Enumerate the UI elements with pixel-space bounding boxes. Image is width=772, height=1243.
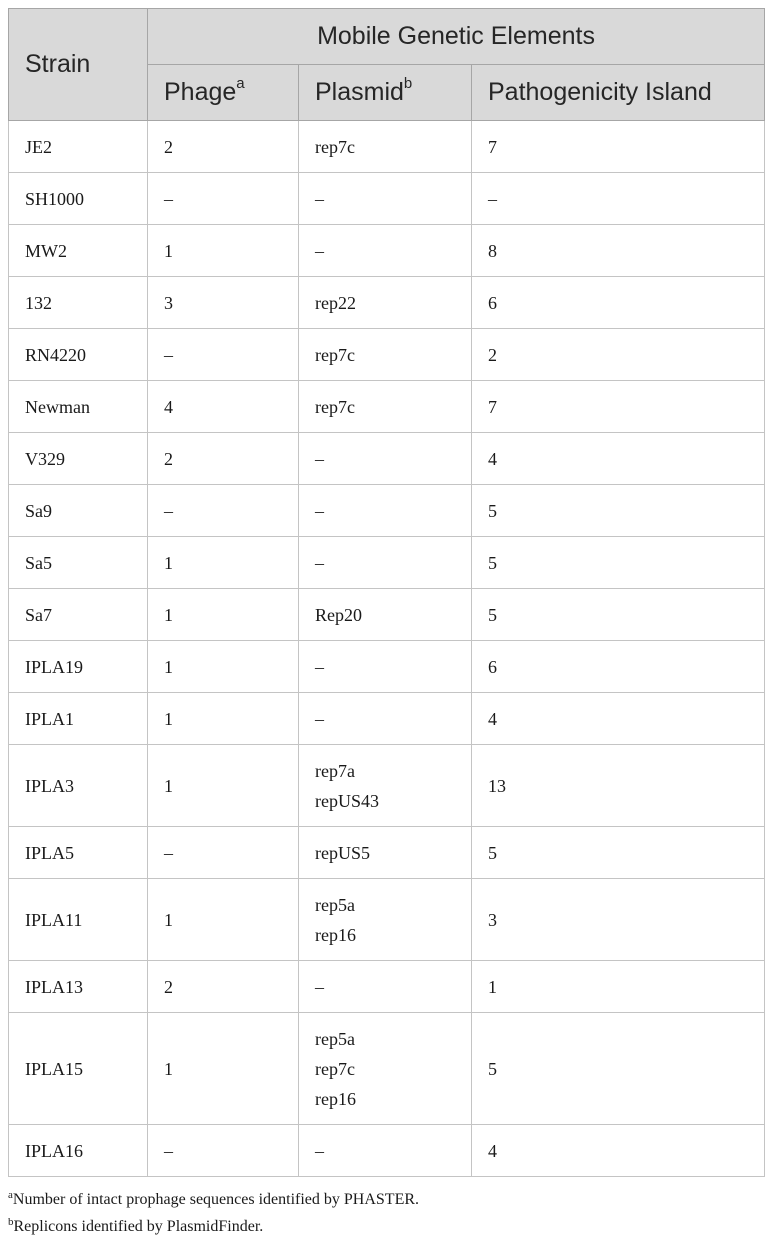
table-row [9,641,765,693]
cell-phage: 1 [148,879,299,961]
plasmid-replicon: – [315,500,324,521]
plasmid-replicon: – [315,448,324,469]
table-row [9,589,765,641]
cell-strain: IPLA1 [9,693,148,745]
cell-plasmid [299,121,472,173]
table-row [9,745,765,827]
cell-plasmid [299,225,472,277]
table-row [9,693,765,745]
cell-pathogenicity-island: 4 [472,433,765,485]
cell-phage: 1 [148,537,299,589]
cell-phage: 3 [148,277,299,329]
cell-strain: JE2 [9,121,148,173]
cell-strain: IPLA16 [9,1125,148,1177]
cell-strain: Sa7 [9,589,148,641]
plasmid-replicon: rep16 [315,924,356,945]
cell-phage: 2 [148,121,299,173]
cell-plasmid [299,827,472,879]
cell-pathogenicity-island: 5 [472,827,765,879]
table-header [9,9,765,121]
plasmid-replicon: – [315,708,324,729]
cell-strain: IPLA13 [9,961,148,1013]
cell-phage: – [148,485,299,537]
cell-pathogenicity-island: 1 [472,961,765,1013]
plasmid-replicon: rep7c [315,396,355,417]
plasmid-replicon: rep5a [315,894,355,915]
cell-plasmid [299,745,472,827]
plasmid-replicon: – [315,976,324,997]
table-row [9,827,765,879]
cell-strain: IPLA19 [9,641,148,693]
table-row [9,433,765,485]
cell-pathogenicity-island: 8 [472,225,765,277]
plasmid-replicon: – [315,240,324,261]
cell-phage: – [148,329,299,381]
cell-plasmid [299,485,472,537]
plasmid-replicon: – [315,552,324,573]
cell-pathogenicity-island: – [472,173,765,225]
cell-strain: RN4220 [9,329,148,381]
table-row [9,879,765,961]
cell-pathogenicity-island: 6 [472,641,765,693]
cell-plasmid [299,641,472,693]
header-pathogenicity-island: Pathogenicity Island [472,65,765,121]
cell-phage: 4 [148,381,299,433]
cell-phage: 1 [148,693,299,745]
cell-plasmid [299,537,472,589]
cell-phage: 1 [148,225,299,277]
cell-pathogenicity-island: 5 [472,589,765,641]
cell-plasmid [299,277,472,329]
cell-pathogenicity-island: 5 [472,1013,765,1125]
plasmid-replicon: Rep20 [315,604,362,625]
footnotes [8,1186,419,1240]
cell-phage: 1 [148,1013,299,1125]
cell-pathogenicity-island: 13 [472,745,765,827]
mge-table [8,8,765,1177]
plasmid-replicon: rep7c [315,1058,355,1079]
cell-plasmid [299,1125,472,1177]
cell-strain: Sa5 [9,537,148,589]
table-row [9,329,765,381]
cell-strain: MW2 [9,225,148,277]
table-row [9,961,765,1013]
cell-strain: Sa9 [9,485,148,537]
cell-phage: – [148,173,299,225]
cell-strain: IPLA5 [9,827,148,879]
table-row [9,537,765,589]
table-row [9,381,765,433]
cell-plasmid [299,173,472,225]
cell-plasmid [299,1013,472,1125]
cell-plasmid [299,381,472,433]
cell-pathogenicity-island: 3 [472,879,765,961]
cell-phage: 2 [148,961,299,1013]
cell-pathogenicity-island: 4 [472,1125,765,1177]
cell-phage: 1 [148,589,299,641]
cell-pathogenicity-island: 5 [472,537,765,589]
plasmid-replicon: – [315,188,324,209]
footnote-a: $^a$Number of intact prophage sequences identified by PHASTER. [8,1189,420,1208]
cell-strain: Newman [9,381,148,433]
table-row [9,1013,765,1125]
cell-pathogenicity-island: 6 [472,277,765,329]
header-strain: Strain [9,9,148,121]
plasmid-replicon: rep7a [315,760,355,781]
plasmid-replicon: repUS5 [315,842,370,863]
cell-strain: SH1000 [9,173,148,225]
cell-pathogenicity-island: 7 [472,381,765,433]
plasmid-replicon: rep16 [315,1088,356,1109]
cell-plasmid [299,879,472,961]
cell-phage: – [148,1125,299,1177]
cell-plasmid [299,961,472,1013]
cell-pathogenicity-island: 4 [472,693,765,745]
table-row [9,485,765,537]
footnote-b: $^b$Replicons identified by PlasmidFinder. [8,1216,264,1235]
plasmid-replicon: – [315,656,324,677]
cell-phage: 1 [148,745,299,827]
cell-strain: IPLA11 [9,879,148,961]
table-row [9,225,765,277]
table-body [9,121,765,1177]
cell-phage: – [148,827,299,879]
cell-phage: 2 [148,433,299,485]
plasmid-replicon: repUS43 [315,790,379,811]
plasmid-replicon: – [315,1140,324,1161]
plasmid-replicon: rep22 [315,292,356,313]
header-plasmid: Plasmid$^b$ [299,65,472,121]
table-row [9,277,765,329]
cell-strain: IPLA3 [9,745,148,827]
cell-strain: V329 [9,433,148,485]
cell-strain: IPLA15 [9,1013,148,1125]
plasmid-replicon: rep7c [315,136,355,157]
table-row [9,1125,765,1177]
cell-plasmid [299,693,472,745]
cell-plasmid [299,329,472,381]
table-row [9,173,765,225]
cell-phage: 1 [148,641,299,693]
header-mge-group: Mobile Genetic Elements [148,9,765,65]
cell-pathogenicity-island: 7 [472,121,765,173]
header-phage: Phage$^a$ [148,65,299,121]
cell-pathogenicity-island: 5 [472,485,765,537]
cell-plasmid [299,589,472,641]
cell-pathogenicity-island: 2 [472,329,765,381]
table-row [9,121,765,173]
cell-strain: 132 [9,277,148,329]
plasmid-replicon: rep5a [315,1028,355,1049]
cell-plasmid [299,433,472,485]
plasmid-replicon: rep7c [315,344,355,365]
